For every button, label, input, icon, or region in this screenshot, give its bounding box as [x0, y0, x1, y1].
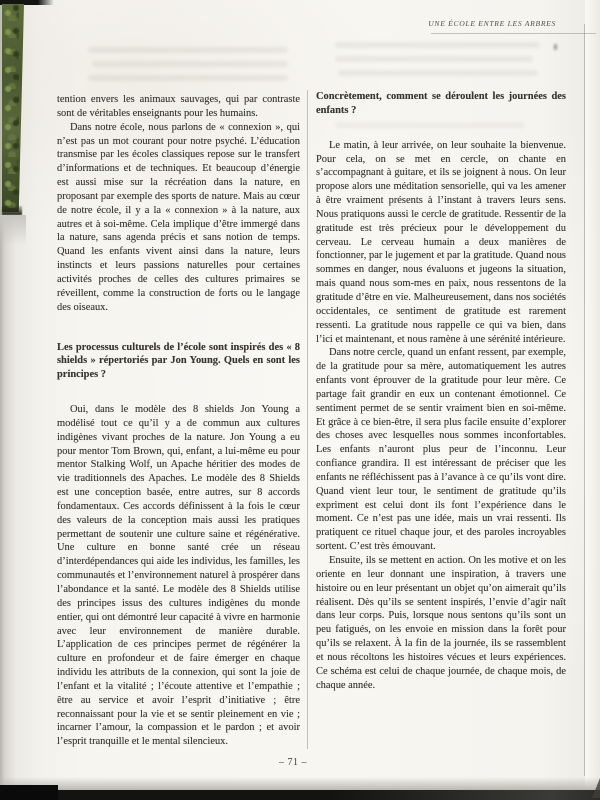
- bleed-through-ghosting: [335, 42, 540, 48]
- photo-bottom-edge: [2, 206, 22, 215]
- running-title: UNE ÉCOLE ENTRE LES ARBRES: [428, 19, 556, 28]
- article-body: [57, 90, 566, 749]
- paragraph-gratitude-circle: Dans notre cercle, quand un enfant ressent, par exemple, de la gratitude pour sa mère, automatiquement les autres enfants vont éprouver de la gratitude pour leur mère. Ce partage fait grandir en eux un contenant émotionnel. Ce sentiment permet de se sentir vraiment bien en soi-même. Et grâce à ce bien-être, il sera plus facile ensuite d’explorer des choses avec lesquelles nous sommes inconfortables. Les enfants n’auront plus peur de l’inconnu. Leur confiance grandira. Il est intéressant de préciser que les enfants ne réfléchissent pas à l’avance à ce qu’ils vont dire. Quand vient leur tour, le sentiment de gratitude qu’ils expriment est celui dont ils font l’expérience dans le moment. Ce n’est pas une idée, mais un vrai ressenti. Ils pratiquent ce rituel chaque jour, et des paroles incroyables sortent. C’est très émouvant.: [316, 347, 566, 553]
- scan-smudge: [552, 42, 559, 52]
- bleed-through-ghosting: [88, 47, 288, 53]
- page-edge-shading: [585, 0, 600, 800]
- adjacent-page-photo-foliage: [2, 4, 24, 212]
- bleed-through-ghosting: [88, 75, 288, 81]
- interview-question-8-shields: Les processus culturels de l’école sont inspirés des « 8 shields » répertoriés par Jon Young. Quels en sont les principes ?: [57, 341, 300, 381]
- header-rule: [431, 33, 596, 34]
- paragraph-morning-circle: Le matin, à leur arrivée, on leur souhaite la bienvenue. Pour cela, on se met en cercle, on chante en s’accompagnant à guitare, et ils se joignent à nous. On leur propose alors une méditation sensorielle, qui va les amener à être vraiment présents à l’instant à travers leurs sens. Nous pratiquons aussi le cercle de gratitude. Ressentir de la gratitude est très précieux pour le développement du cerveau. Le cerveau humain a deux manières de fonctionner, par le jugement et par la gratitude. Quand nous sommes en danger, nous évaluons et jugeons la situation, mais quand nous som-mes en paix, nous ressentons de la gratitude d’être en vie. Malheureusement, dans nos sociétés occidentales, ce sentiment de gratitude est rarement ressenti. La gratitude nous rappelle ce qui va bien, dans l’ici et maintenant, et nous ramène à une sérénité intérieure.: [316, 139, 566, 345]
- bleed-through-ghosting: [335, 56, 533, 62]
- paragraph-8-shields-answer: Oui, dans le modèle des 8 shields Jon Young a modélisé tout ce qu’il y a de commun aux cultures indigènes vivant proches de la nature. Jon Young a eu pour mentor Tom Brown, qui, enfant, a lui-même eu pour mentor Stalking Wolf, un Apache héritier des modes de vie traditionnels des Apaches. Le modèle des 8 Shields est une conception basée, entre autres, sur 8 accords fondamentaux. Ces accords définissent à la fois le cœur des valeurs de la conception mais aussi les pratiques permettant de soutenir une culture saine et régénérative. Une culture en bonne santé crée un réseau d’interdépendances qui aide les individus, les familles, les communautés et l’environnement naturel à prospérer dans l’abondance et la santé. Le modèle des 8 Shields utilise des principes issus des cultures indigènes du monde entier, qui ont démontré leur capacité à vivre en harmonie avec leur environnement de manière durable. L’application de ces principes permet de régénérer la culture en profondeur et de faire émerger en chaque individu les attributs de la connexion, qui sont la joie de l’enfant et la vitalité ; l’écoute attentive et l’empathie ; être au service et avoir l’esprit d’initiative ; être reconnaissant pour la vie et se sentir pleinement en vie ; incarner l’amour, la compassion et le pardon ; et avoir l’esprit tranquille et le mental silencieux.: [57, 404, 300, 748]
- interview-question-journees: Concrètement, comment se déroulent les journées des enfants ?: [316, 91, 566, 116]
- bleed-through-ghosting: [92, 61, 288, 67]
- page-curl-shading: [0, 215, 26, 245]
- page-number: – 71 –: [279, 757, 307, 768]
- bottom-page-shadow: [0, 777, 600, 791]
- paragraph-action: Ensuite, ils se mettent en action. On les motive et on les oriente en leur donnant une inspiration, à travers une histoire ou en leur présentant un objet qu’on aimerait qu’ils réalisent. Dès qu’ils se sentent inspirés, l’envie d’agir naît dans leur corps. Puis, lorsque nous sentons qu’ils sont un peu fatigués, on les envoie en mission dans la forêt pour qu’ils se relaxent. À la fin de la journée, ils se rassemblent et nous récoltons les histoires vécues et leurs expériences. Ce schéma est celui de chaque journée, de chaque mois, de chaque année.: [316, 555, 566, 691]
- paragraph-continuation: tention envers les animaux sauvages, qui par contraste sont de véritables enseignants pour les humains.: [57, 94, 300, 119]
- left-column: [57, 90, 308, 749]
- paragraph-connexion: Dans notre école, nous parlons de « connexion », qui n’est pas un mot courant pour notre psyché. L’éducation transmise par les écoles classiques repose sur le transfert d’informations et de techniques. Et beaucoup d’énergie est aussi mise sur la récréation dans la nature, en proposant par exemple des sports de nature. Mais au cœur de notre école, il y a la « connexion » à la nature, aux autres et à soi-même. Cela implique d’être immergé dans la nature, sans agenda précis et sans notion de temps. Quand les enfants vivent ainsi dans la nature, leurs instincts et leurs passions naturelles pour certaines activités proches de celles des cultures primaires se réveillent, comme la construction de forts ou le langage des oiseaux.: [57, 121, 300, 313]
- right-column: [308, 90, 566, 749]
- bleed-through-ghosting: [338, 70, 538, 76]
- scan-bottom-left-corner: [0, 785, 58, 800]
- scan-bottom-band: [0, 790, 600, 800]
